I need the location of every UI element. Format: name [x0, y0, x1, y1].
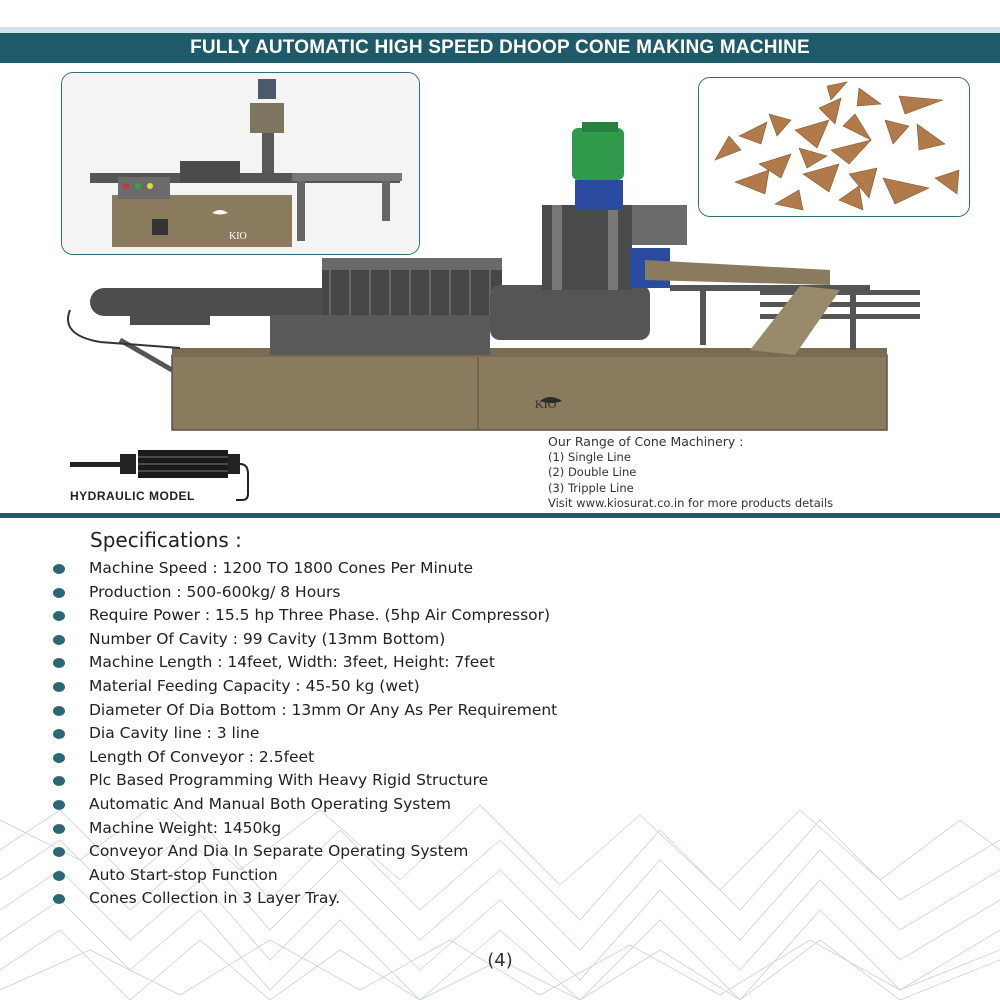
bullet-icon	[53, 588, 65, 598]
spec-item-text: Diameter Of Dia Bottom : 13mm Or Any As Per Requirement	[89, 700, 558, 719]
main-machine-photo	[60, 110, 930, 440]
website-note: Visit www.kiosurat.co.in for more products details	[548, 496, 834, 510]
specifications-list	[50, 557, 557, 911]
bullet-icon	[53, 894, 65, 904]
spec-item-text: Machine Length : 14feet, Width: 3feet, Height: 7feet	[89, 653, 495, 672]
spec-item-text: Machine Speed : 1200 TO 1800 Cones Per Minute	[89, 559, 474, 577]
spec-item-text: Automatic And Manual Both Operating System	[89, 794, 452, 813]
bullet-icon	[53, 729, 65, 739]
spec-item	[50, 840, 557, 864]
spec-item-text: Cones Collection in 3 Layer Tray.	[89, 889, 341, 908]
spec-item-text: Production : 500-600kg/ 8 Hours	[89, 582, 341, 601]
range-item: (1) Single Line	[548, 449, 631, 464]
spec-item-text: Require Power : 15.5 hp Three Phase. (5hp Air Compressor)	[89, 606, 551, 625]
page-number: (4)	[487, 950, 513, 971]
section-divider	[0, 513, 1000, 518]
spec-item	[50, 604, 557, 628]
spec-item	[50, 864, 557, 888]
bullet-icon	[53, 776, 65, 786]
machine-inset-logo: KIO	[229, 231, 247, 242]
spec-item	[50, 628, 557, 652]
range-heading: Our Range of Cone Machinery :	[548, 434, 744, 449]
spec-item	[50, 722, 557, 746]
bullet-icon	[53, 753, 65, 763]
bullet-icon	[53, 824, 65, 834]
bullet-icon	[53, 658, 65, 668]
spec-item	[50, 581, 557, 605]
specifications-heading: Specifications :	[90, 528, 242, 552]
spec-item-text: Conveyor And Dia In Separate Operating System	[89, 842, 469, 861]
bullet-icon	[53, 611, 65, 621]
spec-item-text: Material Feeding Capacity : 45-50 kg (wet)	[89, 676, 420, 695]
spec-item	[50, 651, 557, 675]
spec-item	[50, 699, 557, 723]
bullet-icon	[53, 635, 65, 645]
spec-item	[50, 887, 557, 911]
machine-main-logo: KIO	[535, 397, 557, 411]
page-title: FULLY AUTOMATIC HIGH SPEED DHOOP CONE MAKING MACHINE	[0, 33, 1000, 63]
spec-item-text: Dia Cavity line : 3 line	[89, 724, 260, 743]
range-item: (3) Tripple Line	[548, 480, 634, 495]
spec-item	[50, 769, 557, 793]
bullet-icon	[53, 871, 65, 881]
spec-item	[50, 817, 557, 841]
bullet-icon	[53, 847, 65, 857]
cone-machinery-range	[548, 434, 833, 512]
spec-item-text: Auto Start-stop Function	[89, 865, 278, 884]
bullet-icon	[53, 800, 65, 810]
spec-item-text: Length Of Conveyor : 2.5feet	[89, 747, 315, 766]
spec-item	[50, 675, 557, 699]
bullet-icon	[53, 706, 65, 716]
bullet-icon	[53, 682, 65, 692]
hydraulic-model-label: HYDRAULIC MODEL	[70, 489, 195, 503]
bullet-icon	[53, 564, 65, 574]
range-item: (2) Double Line	[548, 465, 637, 479]
spec-item	[50, 793, 557, 817]
spec-item	[50, 746, 557, 770]
spec-item-text: Machine Weight: 1450kg	[89, 818, 282, 837]
spec-item-text: Number Of Cavity : 99 Cavity (13mm Bottom)	[89, 629, 446, 648]
spec-item	[50, 557, 557, 581]
spec-item-text: Plc Based Programming With Heavy Rigid Structure	[89, 771, 489, 790]
